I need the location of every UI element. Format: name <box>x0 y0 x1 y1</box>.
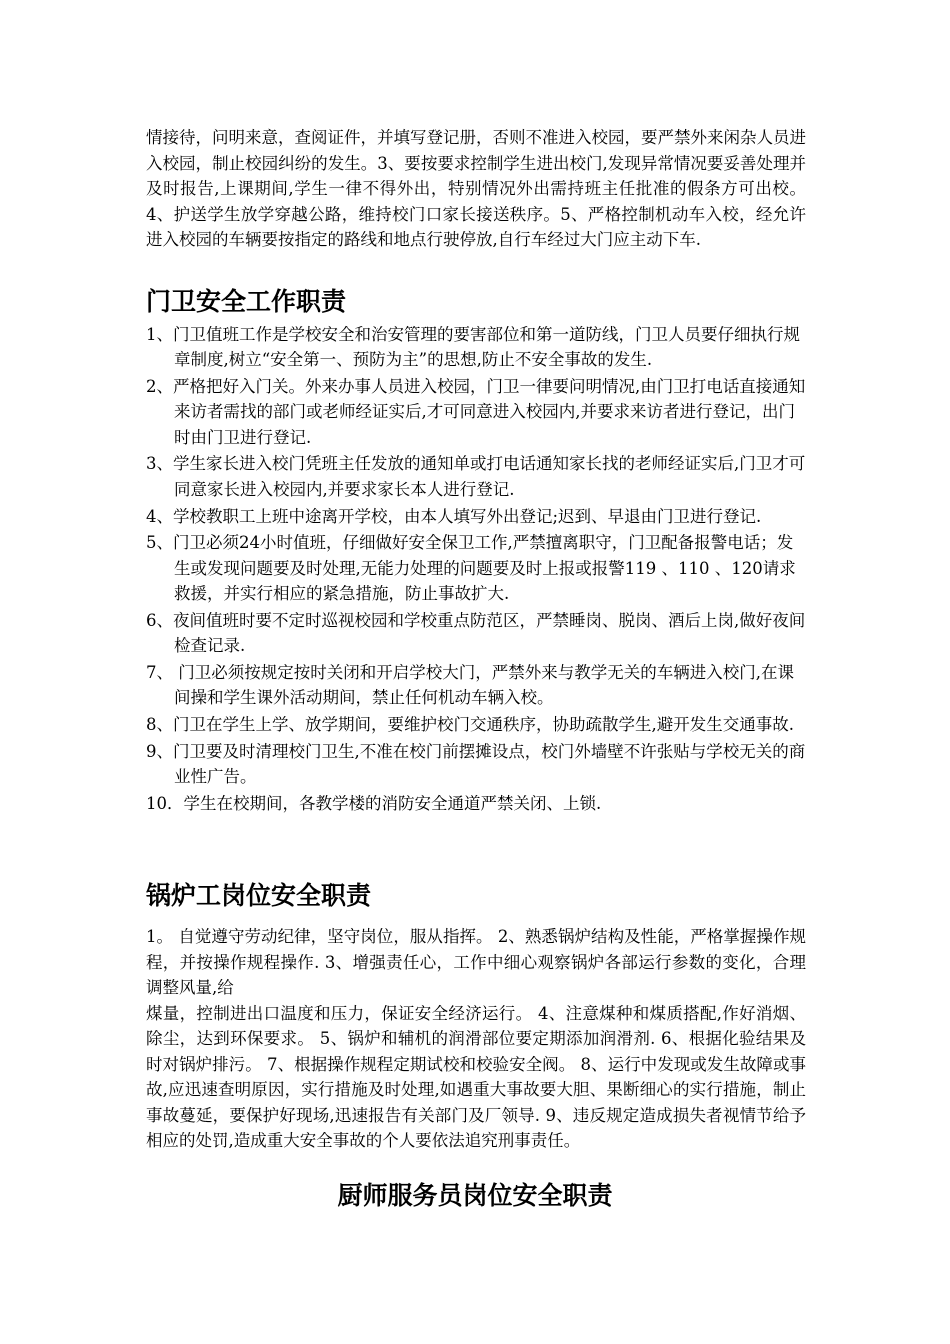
list-item: 10．学生在校期间，各教学楼的消防安全通道严禁关闭、上锁. <box>146 793 602 813</box>
list-item: 3、学生家长进入校门凭班主任发放的通知单或打电话通知家长找的老师经证实后,门卫才可同意家长进入校园内,并要求家长本人进行登记. <box>146 454 806 499</box>
list-item: 1、门卫值班工作是学校安全和治安管理的要害部位和第一道防线，门卫人员要仔细执行规章制度,树立“安全第一、预防为主”的思想,防止不安全事故的发生. <box>146 325 800 370</box>
list-item: 5、门卫必须24小时值班，仔细做好安全保卫工作,严禁擅离职守，门卫配备报警电话；发生或发现问题要及时处理,无能力处理的问题要及时上报或报警119 、110 、120请求救援，并实行相应的紧急措施，防止事故扩大. <box>146 533 796 603</box>
boiler-duty-heading: 锅炉工岗位安全职责 <box>146 881 372 910</box>
list-item: 7、 门卫必须按规定按时关闭和开启学校大门，严禁外来与教学无关的车辆进入校门,在课间操和学生课外活动期间，禁止任何机动车辆入校。 <box>146 662 794 708</box>
gate-duty-list <box>146 322 808 818</box>
list-item: 8、门卫在学生上学、放学期间，要维护校门交通秩序，协助疏散学生,避开发生交通事故. <box>146 714 794 734</box>
list-item: 4、学校教职工上班中途离开学校，由本人填写外出登记;迟到、早退由门卫进行登记. <box>146 506 762 526</box>
boiler-duty-paragraph <box>146 924 806 1154</box>
boiler-duty-text-part1: 1。 自觉遵守劳动纪律，坚守岗位，服从指挥。 2、熟悉锅炉结构及性能，严格掌握操作规程，并按操作规程操作. 3、增强责任心，工作中细心观察锅炉各部运行参数的变化，合理调整风量,给 <box>146 927 806 997</box>
kitchen-duty-heading: 厨师服务员岗位安全职责 <box>337 1181 613 1210</box>
gate-duty-heading: 门卫安全工作职责 <box>146 287 347 316</box>
list-item: 6、夜间值班时要不定时巡视校园和学校重点防范区，严禁睡岗、脱岗、酒后上岗,做好夜间检查记录. <box>146 610 806 656</box>
boiler-duty-text-part2: 煤量，控制进出口温度和压力，保证安全经济运行。 4、注意煤种和煤质搭配,作好消烟、除尘，达到环保要求。 5、锅炉和辅机的润滑部位要定期添加润滑剂. 6、根据化验结果及时对锅炉排污。 7、根据操作规程定期试校和校验安全阀。 8、运行中发现或发生故障或事故,应迅速查明原因，实行措施及时处理,如遇重大事故要大胆、果断细心的实行措施，制止事故蔓延，要保护好现场,迅速报告有关部门及厂领导. 9、违反规定造成损失者视情节给予相应的处罚,造成重大安全事故的个人要依法追究刑事责任。 <box>146 1003 806 1150</box>
list-item: 9、门卫要及时清理校门卫生,不准在校门前摆摊设点，校门外墙壁不许张贴与学校无关的商业性广告。 <box>146 741 806 787</box>
intro-paragraph: 情接待，问明来意，查阅证件，并填写登记册，否则不准进入校园，要严禁外来闲杂人员进入校园，制止校园纠纷的发生。3、要按要求控制学生进出校门,发现异常情况要妥善处理并及时报告,上课期间,学生一律不得外出，特别情况外出需持班主任批准的假条方可出校。4、护送学生放学穿越公路，维持校门口家长接送秩序。5、严格控制机动车入校，经允许进入校园的车辆要按指定的路线和地点行驶停放,自行车经过大门应主动下车. <box>146 128 806 249</box>
list-item: 2、严格把好入门关。外来办事人员进入校园，门卫一律要问明情况,由门卫打电话直接通知来访者需找的部门或老师经证实后,才可同意进入校园内,并要求来访者进行登记，出门时由门卫进行登记. <box>146 377 806 447</box>
